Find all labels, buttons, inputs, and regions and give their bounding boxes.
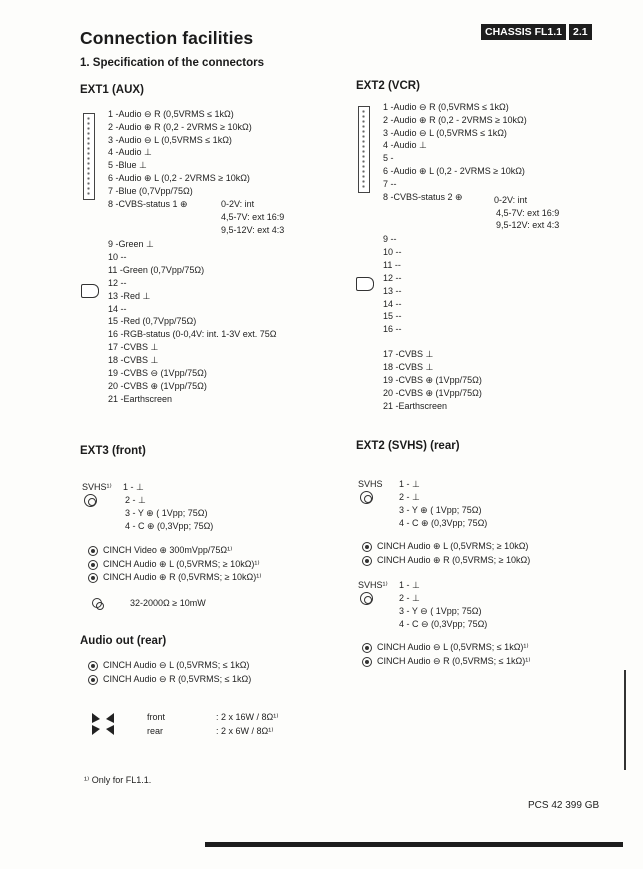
headphone-icon (92, 598, 102, 608)
ext3-cinch-line: CINCH Video ⊕ 300mVpp/75Ω¹⁾ (103, 545, 233, 555)
cinch-socket-icon (362, 542, 372, 552)
ext1-pin: 12 -- (108, 277, 127, 288)
ext1-status-line: 4,5-7V: ext 16:9 (221, 212, 285, 222)
ext3-cinch-line: CINCH Audio ⊕ R (0,5VRMS; ≥ 10kΩ)¹⁾ (103, 572, 262, 582)
ext3-svhs-pin: 3 - Y ⊕ ( 1Vpp; 75Ω) (125, 508, 208, 518)
footnote: ¹⁾ Only for FL1.1. (84, 775, 152, 785)
footer-code: PCS 42 399 GB (528, 800, 600, 811)
chassis-badge (481, 24, 592, 40)
ext2-pin: 10 -- (383, 246, 402, 257)
ext2-pin: 4 -Audio ⊥ (383, 140, 427, 151)
ext2-svhs-pin: 2 - ⊥ (399, 492, 420, 502)
ext2-svhs-pin: 4 - C ⊕ (0,3Vpp; 75Ω) (399, 518, 488, 528)
ext2-pin: 16 -- (383, 324, 402, 335)
ext2-status-line: 4,5-7V: ext 16:9 (496, 207, 560, 218)
ext3-cinch-line: CINCH Audio ⊕ L (0,5VRMS; ≥ 10kΩ)¹⁾ (103, 558, 260, 569)
ext2-pin: 8 -CVBS-status 2 ⊕ (383, 191, 463, 202)
ext2-svhs2-pin: 4 - C ⊖ (0,3Vpp; 75Ω) (399, 619, 488, 629)
page-title: Connection facilities (80, 28, 254, 48)
ext2-cinch-in-line: CINCH Audio ⊕ R (0,5VRMS; ≥ 10kΩ) (377, 554, 531, 565)
ext2-status-line: 0-2V: int (494, 195, 528, 205)
ext1-pin: 18 -CVBS ⊥ (108, 355, 159, 366)
ext1-pin: 14 -- (108, 303, 127, 314)
ext2-cinch-out-line: CINCH Audio ⊖ R (0,5VRMS; ≤ 1kΩ)¹⁾ (377, 655, 531, 666)
bottom-rule (205, 842, 623, 847)
ext3-svhs-pin: 2 - ⊥ (125, 495, 146, 505)
ext2-svhs-title: EXT2 (SVHS) (rear) (356, 440, 460, 452)
ext3-svhs-pin: 1 - ⊥ (123, 482, 144, 492)
ext1-pin: 15 -Red (0,7Vpp/75Ω) (108, 316, 197, 327)
section-title: 1. Specification of the connectors (80, 57, 265, 69)
ext1-pin: 17 -CVBS ⊥ (108, 342, 159, 353)
speaker-rear-value: : 2 x 6W / 8Ω¹⁾ (216, 726, 274, 736)
ext1-status-line: 0-2V: int (221, 199, 255, 209)
ext1-pin: 4 -Audio ⊥ (108, 147, 152, 158)
svhs-socket-icon (360, 592, 373, 605)
ext2-svhs2-pin: 3 - Y ⊖ ( 1Vpp; 75Ω) (399, 606, 482, 616)
ext1-pin: 8 -CVBS-status 1 ⊕ (108, 198, 188, 209)
ext1-pin: 16 -RGB-status (0-0,4V: int. 1-3V ext. 75Ω (108, 329, 277, 340)
speaker-front-label: front (147, 712, 166, 722)
edge-mark (624, 670, 626, 770)
ext1-pin: 11 -Green (0,7Vpp/75Ω) (108, 264, 205, 275)
ext2-pin: 15 -- (383, 311, 402, 322)
ext1-pin: 6 -Audio ⊕ L (0,2 - 2VRMS ≥ 10kΩ) (108, 173, 250, 183)
ext1-pin: 10 -- (108, 251, 127, 262)
svhs-socket-icon (84, 494, 97, 507)
page-number-badge: 2.1 (569, 24, 592, 40)
ext2-pin: 2 -Audio ⊕ R (0,2 - 2VRMS ≥ 10kΩ) (383, 114, 527, 125)
svhs-socket-icon (360, 491, 373, 504)
ext1-pin: 9 -Green ⊥ (108, 239, 154, 249)
ext3-svhs-label: SVHS¹⁾ (82, 482, 112, 492)
audio-out-line: CINCH Audio ⊖ R (0,5VRMS; ≤ 1kΩ) (103, 673, 252, 684)
ext2-pin: 6 -Audio ⊕ L (0,2 - 2VRMS ≥ 10kΩ) (383, 166, 525, 176)
ext1-pin: 7 -Blue (0,7Vpp/75Ω) (108, 185, 193, 196)
ext1-pin: 3 -Audio ⊖ L (0,5VRMS ≤ 1kΩ) (108, 134, 232, 145)
ext2-pin: 1 -Audio ⊖ R (0,5VRMS ≤ 1kΩ) (383, 102, 509, 112)
ext2-svhs-label: SVHS (358, 479, 383, 489)
chassis-label: CHASSIS FL1.1 (481, 24, 566, 40)
audio-out-title: Audio out (rear) (80, 635, 167, 647)
ext2-pin: 7 -- (383, 178, 397, 189)
speaker-front-value: : 2 x 16W / 8Ω¹⁾ (216, 712, 279, 722)
ext2-pin: 19 -CVBS ⊕ (1Vpp/75Ω) (383, 374, 482, 385)
ext1-pin: 1 -Audio ⊖ R (0,5VRMS ≤ 1kΩ) (108, 109, 234, 119)
ext2-pin: 5 - (383, 153, 394, 164)
ext2-pin: 21 -Earthscreen (383, 400, 448, 411)
cinch-socket-icon (88, 546, 98, 556)
speaker-icon (88, 709, 118, 739)
ext2-svhs-pin: 3 - Y ⊕ ( 1Vpp; 75Ω) (399, 505, 482, 515)
ext1-pin: 2 -Audio ⊕ R (0,2 - 2VRMS ≥ 10kΩ) (108, 121, 252, 132)
ext3-svhs-pin: 4 - C ⊕ (0,3Vpp; 75Ω) (125, 521, 214, 531)
cinch-socket-icon (88, 675, 98, 685)
ext2-pin: 17 -CVBS ⊥ (383, 349, 434, 359)
ext1-title: EXT1 (AUX) (80, 84, 144, 96)
ext1-pin: 21 -Earthscreen (108, 393, 173, 404)
headphone-spec: 32-2000Ω ≥ 10mW (130, 598, 206, 608)
scart-connector-icon (83, 113, 95, 200)
cinch-socket-icon (362, 643, 372, 653)
cinch-socket-icon (362, 657, 372, 667)
ext2-pin: 20 -CVBS ⊕ (1Vpp/75Ω) (383, 387, 482, 398)
ext2-pin: 3 -Audio ⊖ L (0,5VRMS ≤ 1kΩ) (383, 127, 507, 138)
ext2-pin: 13 -- (383, 285, 402, 296)
ext2-pin: 12 -- (383, 272, 402, 283)
scart-plug-icon (356, 277, 374, 291)
ext3-title: EXT3 (front) (80, 445, 146, 457)
ext1-pin: 20 -CVBS ⊕ (1Vpp/75Ω) (108, 380, 207, 391)
cinch-socket-icon (88, 573, 98, 583)
cinch-socket-icon (88, 661, 98, 671)
audio-out-line: CINCH Audio ⊖ L (0,5VRMS; ≤ 1kΩ) (103, 660, 250, 670)
ext1-status-line: 9,5-12V: ext 4:3 (221, 225, 285, 235)
ext2-vcr-title: EXT2 (VCR) (356, 80, 420, 92)
scart-connector-icon (358, 106, 370, 193)
ext2-status-line: 9,5-12V: ext 4:3 (496, 220, 560, 230)
ext2-pin: 18 -CVBS ⊥ (383, 361, 434, 372)
ext2-pin: 9 -- (383, 234, 397, 244)
speaker-rear-label: rear (147, 726, 164, 736)
ext2-svhs2-label: SVHS¹⁾ (358, 580, 388, 590)
ext2-svhs2-pin: 1 - ⊥ (399, 580, 420, 590)
cinch-socket-icon (362, 556, 372, 566)
ext1-pin: 13 -Red ⊥ (108, 290, 151, 301)
ext2-svhs2-pin: 2 - ⊥ (399, 593, 420, 603)
ext2-cinch-out-line: CINCH Audio ⊖ L (0,5VRMS; ≤ 1kΩ)¹⁾ (377, 642, 529, 652)
scart-plug-icon (81, 284, 99, 298)
ext2-cinch-in-line: CINCH Audio ⊕ L (0,5VRMS; ≥ 10kΩ) (377, 541, 529, 551)
ext2-svhs-pin: 1 - ⊥ (399, 479, 420, 489)
ext1-pin: 19 -CVBS ⊖ (1Vpp/75Ω) (108, 368, 207, 378)
ext2-pin: 14 -- (383, 298, 402, 309)
cinch-socket-icon (88, 560, 98, 570)
ext2-pin: 11 -- (383, 259, 401, 270)
ext1-pin: 5 -Blue ⊥ (108, 160, 147, 171)
